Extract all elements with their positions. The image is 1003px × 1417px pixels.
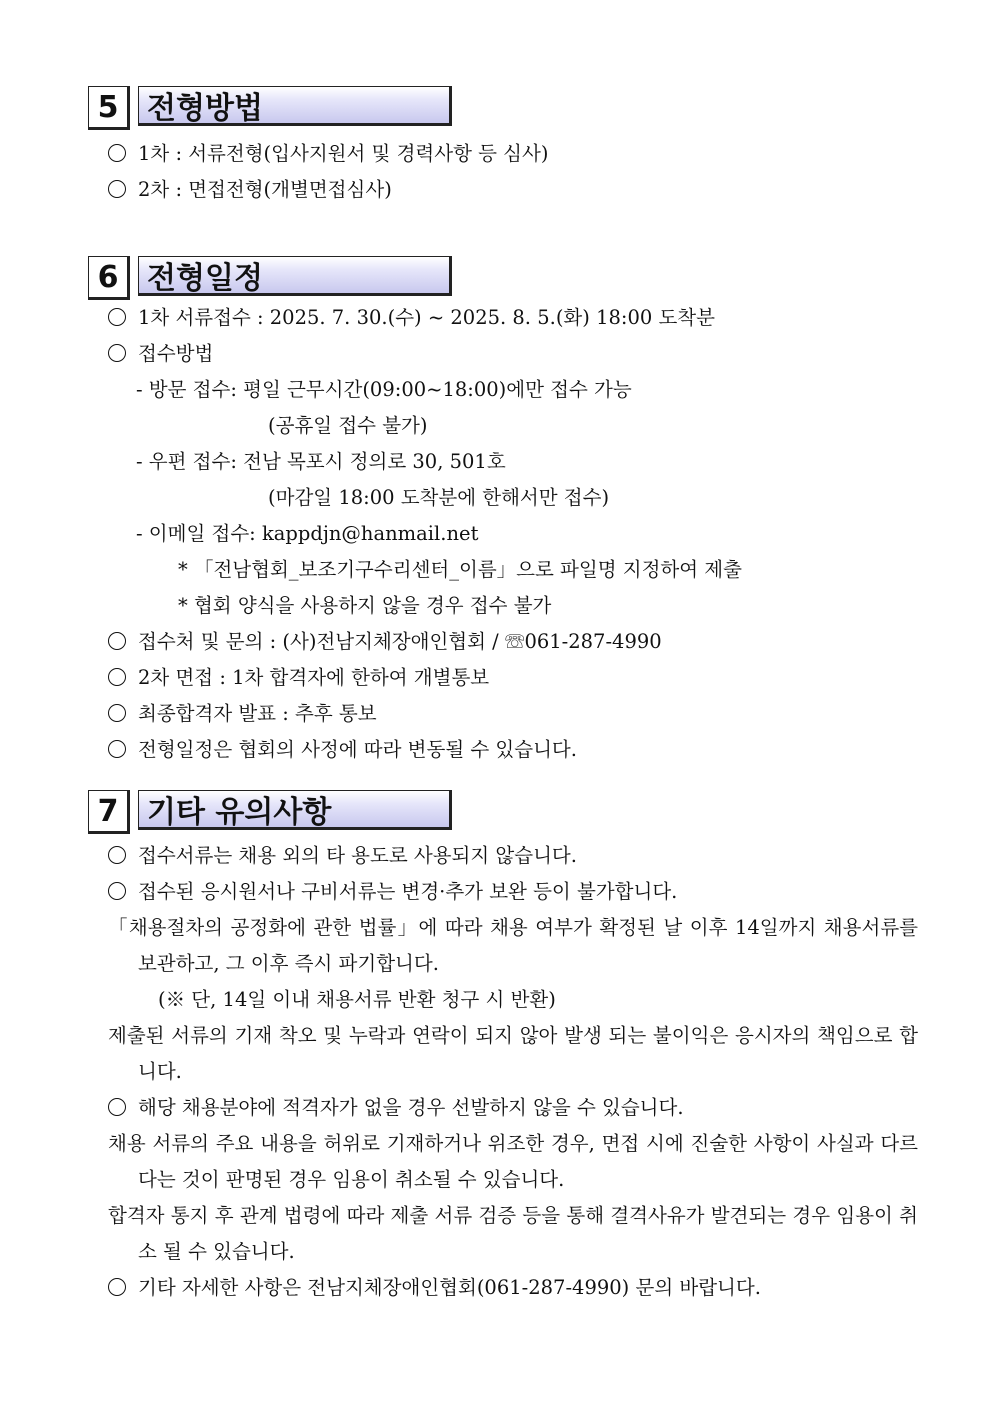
- email-submission: - 이메일 접수: kappdjn@hanmail.net: [136, 522, 479, 545]
- item-text: 2차 : 면접전형(개별면접심사): [138, 178, 392, 201]
- circle-bullet-icon: [108, 1098, 126, 1116]
- circle-bullet-icon: [108, 668, 126, 686]
- section-title: 전형일정: [138, 256, 452, 296]
- section-number: 7: [88, 790, 130, 834]
- list-item: [88, 624, 918, 660]
- email-note: * 협회 양식을 사용하지 않을 경우 접수 불가: [178, 594, 552, 617]
- list-item: [88, 696, 918, 732]
- section-title: 기타 유의사항: [138, 790, 452, 830]
- section-number: 5: [88, 86, 130, 130]
- list-item: [88, 336, 918, 372]
- section-title: 전형방법: [138, 86, 452, 126]
- item-text: 1차 : 서류전형(입사지원서 및 경력사항 등 심사): [138, 142, 549, 165]
- item-text: 최종합격자 발표 : 추후 통보: [138, 702, 377, 725]
- list-item: [88, 732, 918, 768]
- circle-bullet-icon: [108, 308, 126, 326]
- item-text: 전형일정은 협회의 사정에 따라 변동될 수 있습니다.: [138, 738, 577, 761]
- post-submission: - 우편 접수: 전남 목포시 정의로 30, 501호: [136, 450, 506, 473]
- item-text: 합격자 통지 후 관계 법령에 따라 제출 서류 검증 등을 통해 결격사유가 발견되는 경우 임용이 취소 될 수 있습니다.: [108, 1204, 918, 1263]
- item-text: 접수처 및 문의 : (사)전남지체장애인협회 / ☏061-287-4990: [138, 630, 662, 653]
- list-item: [88, 172, 918, 208]
- list-item: [88, 874, 918, 910]
- list-item: [88, 660, 918, 696]
- item-text: 해당 채용분야에 적격자가 없을 경우 선발하지 않을 수 있습니다.: [138, 1096, 684, 1119]
- list-item: [88, 838, 918, 874]
- item-text: 접수방법: [138, 342, 214, 365]
- section-header: [88, 790, 918, 834]
- visit-note: (공휴일 접수 불가): [268, 414, 428, 437]
- item-text: 채용 서류의 주요 내용을 허위로 기재하거나 위조한 경우, 면접 시에 진술한 사항이 사실과 다르다는 것이 판명된 경우 임용이 취소될 수 있습니다.: [108, 1132, 918, 1191]
- section-number: 6: [88, 256, 130, 300]
- list-item: [88, 1126, 918, 1198]
- list-item: [88, 1018, 918, 1090]
- list-item: [88, 910, 918, 982]
- circle-bullet-icon: [108, 882, 126, 900]
- list-item: [88, 136, 918, 172]
- circle-bullet-icon: [108, 1278, 126, 1296]
- section-header: [88, 256, 918, 300]
- list-item: [88, 1270, 918, 1306]
- item-text: 접수서류는 채용 외의 타 용도로 사용되지 않습니다.: [138, 844, 577, 867]
- circle-bullet-icon: [108, 344, 126, 362]
- email-note: * 「전남협회_보조기구수리센터_이름」으로 파일명 지정하여 제출: [178, 558, 742, 581]
- visit-submission: - 방문 접수: 평일 근무시간(09:00~18:00)에만 접수 가능: [136, 378, 632, 401]
- section-5: [88, 86, 918, 208]
- circle-bullet-icon: [108, 846, 126, 864]
- list-item: [88, 1198, 918, 1270]
- circle-bullet-icon: [108, 632, 126, 650]
- list-item: [88, 300, 918, 336]
- circle-bullet-icon: [108, 180, 126, 198]
- post-note: (마감일 18:00 도착분에 한해서만 접수): [268, 486, 610, 509]
- item-text: 「채용절차의 공정화에 관한 법률」에 따라 채용 여부가 확정된 날 이후 14일까지 채용서류를 보관하고, 그 이후 즉시 파기합니다.: [108, 916, 918, 975]
- item-text: 1차 서류접수 : 2025. 7. 30.(수) ~ 2025. 8. 5.(화) 18:00 도착분: [138, 306, 715, 329]
- circle-bullet-icon: [108, 740, 126, 758]
- section-header: [88, 86, 918, 130]
- section-7: [88, 790, 918, 1306]
- circle-bullet-icon: [108, 144, 126, 162]
- section-6: [88, 256, 918, 768]
- item-text: 기타 자세한 사항은 전남지체장애인협회(061-287-4990) 문의 바랍니다.: [138, 1276, 761, 1299]
- item-text: 접수된 응시원서나 구비서류는 변경·추가 보완 등이 불가합니다.: [138, 880, 678, 903]
- item-text: 2차 면접 : 1차 합격자에 한하여 개별통보: [138, 666, 490, 689]
- item-note: (※ 단, 14일 이내 채용서류 반환 청구 시 반환): [158, 988, 556, 1011]
- circle-bullet-icon: [108, 704, 126, 722]
- list-item: [88, 1090, 918, 1126]
- item-text: 제출된 서류의 기재 착오 및 누락과 연락이 되지 않아 발생 되는 불이익은 응시자의 책임으로 합니다.: [108, 1024, 918, 1083]
